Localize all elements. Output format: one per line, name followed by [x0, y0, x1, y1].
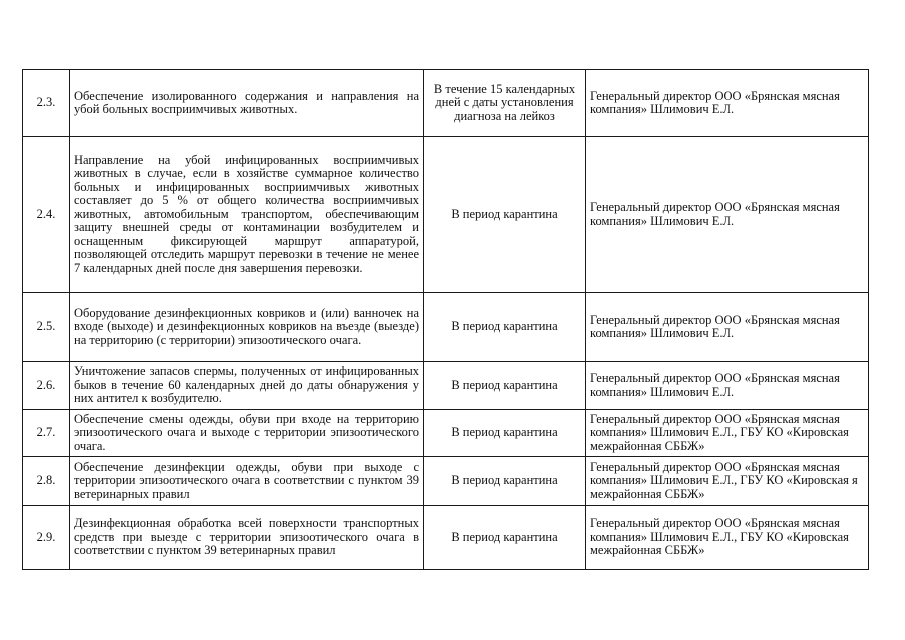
table-row — [23, 70, 869, 137]
term-text: В течение 15 календарных дней с даты установления диагноза на лейкоз — [424, 70, 586, 137]
row-number: 2.7. — [23, 410, 70, 457]
term-text: В период карантина — [424, 137, 586, 293]
term-text: В период карантина — [424, 293, 586, 362]
table-row — [23, 410, 869, 457]
term-text: В период карантина — [424, 457, 586, 506]
action-text: Оборудование дезинфекционных ковриков и (или) ванночек на входе (выходе) и дезинфекционных ковриков на въезде (выезде) на территорию (с территории) эпизоотического очага. — [70, 293, 424, 362]
row-number: 2.6. — [23, 362, 70, 410]
table-row — [23, 362, 869, 410]
term-text: В период карантина — [424, 506, 586, 570]
table-row — [23, 457, 869, 506]
row-number: 2.8. — [23, 457, 70, 506]
responsible-text: Генеральный директор ООО «Брянская мясная компания» Шлимович Е.Л. — [586, 70, 869, 137]
responsible-text: Генеральный директор ООО «Брянская мясная компания» Шлимович Е.Л. — [586, 137, 869, 293]
responsible-text: Генеральный директор ООО «Брянская мясная компания» Шлимович Е.Л., ГБУ КО «Кировская межрайонная СББЖ» — [586, 506, 869, 570]
row-number: 2.3. — [23, 70, 70, 137]
measures-table — [22, 69, 869, 570]
action-text: Обеспечение смены одежды, обуви при входе на территорию эпизоотического очага и выходе с территории эпизоотического очага. — [70, 410, 424, 457]
table-row — [23, 137, 869, 293]
responsible-text: Генеральный директор ООО «Брянская мясная компания» Шлимович Е.Л. — [586, 293, 869, 362]
action-text: Обеспечение дезинфекции одежды, обуви при выходе с территории эпизоотического очага в соответствии с пунктом 39 ветеринарных правил — [70, 457, 424, 506]
action-text: Дезинфекционная обработка всей поверхности транспортных средств при выезде с территории эпизоотического очага в соответствии с пунктом 39 ветеринарных правил — [70, 506, 424, 570]
action-text: Уничтожение запасов спермы, полученных от инфицированных быков в течение 60 календарных дней до даты обнаружения у них антител к возбудителю. — [70, 362, 424, 410]
action-text: Направление на убой инфицированных восприимчивых животных в случае, если в хозяйстве суммарное количество больных и инфицированных восприимчивых животных составляет до 5 % от общего количества восприимчивых животных, автомобильным транспортом, обеспечивающим защиту внешней среды от контаминации возбудителем и оснащенным фиксирующей маршрут аппаратурой, позволяющей отследить маршрут перевозки в течение не менее 7 календарных дней после дня завершения перевозки. — [70, 137, 424, 293]
responsible-text: Генеральный директор ООО «Брянская мясная компания» Шлимович Е.Л. — [586, 362, 869, 410]
action-text: Обеспечение изолированного содержания и направления на убой больных восприимчивых животных. — [70, 70, 424, 137]
row-number: 2.9. — [23, 506, 70, 570]
responsible-text: Генеральный директор ООО «Брянская мясная компания» Шлимович Е.Л., ГБУ КО «Кировская межрайонная СББЖ» — [586, 410, 869, 457]
term-text: В период карантина — [424, 362, 586, 410]
table-row — [23, 293, 869, 362]
responsible-text: Генеральный директор ООО «Брянская мясная компания» Шлимович Е.Л., ГБУ КО «Кировская я межрайонная СББЖ» — [586, 457, 869, 506]
term-text: В период карантина — [424, 410, 586, 457]
row-number: 2.4. — [23, 137, 70, 293]
row-number: 2.5. — [23, 293, 70, 362]
table-row — [23, 506, 869, 570]
